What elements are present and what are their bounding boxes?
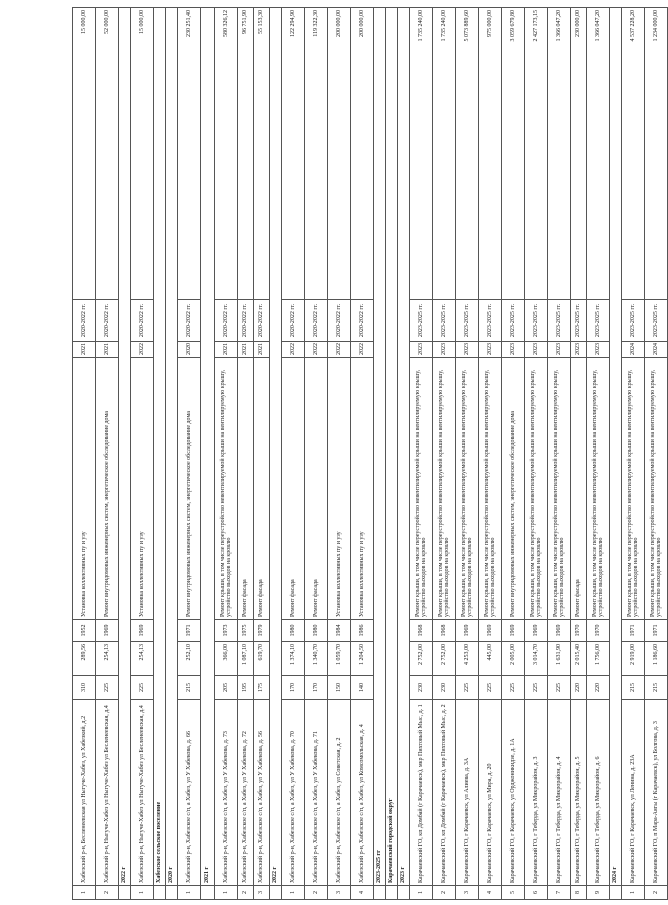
row-number: 1: [282, 886, 305, 900]
section-header: 2022 г: [119, 8, 131, 886]
work-type-cell: Установка коллективных пу и узу: [328, 358, 351, 620]
build-year-cell: 1971: [645, 620, 668, 642]
repair-year-cell: 2022: [305, 342, 328, 358]
period-cell: 2023-2025 гг.: [502, 300, 525, 342]
build-year-cell: 1975: [238, 620, 254, 642]
address-cell: Хабезский р-н, Хабезское с/п, а Хабез, ул У Хабекова, д. 56: [254, 700, 270, 886]
repair-year-cell: 2021: [215, 342, 238, 358]
table-row: [502, 8, 525, 900]
repair-year-cell: 2023: [587, 342, 610, 358]
row-number: 1: [622, 886, 645, 900]
amount-cell: 3 059 679,80: [502, 8, 525, 300]
area-cell: 4 253,00: [456, 642, 479, 676]
row-number: 1: [410, 886, 433, 900]
repair-year-cell: 2021: [254, 342, 270, 358]
period-cell: 2020-2022 гг.: [238, 300, 254, 342]
period-cell: 2023-2025 гг.: [410, 300, 433, 342]
section-header-blank: [119, 886, 131, 900]
work-type-cell: Ремонт фасада: [254, 358, 270, 620]
repair-program-table: [72, 7, 668, 900]
table-row: [238, 8, 254, 900]
table-row: [351, 8, 374, 900]
section-header: Хабезское сельское поселение: [154, 8, 166, 886]
address-cell: Карачаевский ГО, г Теберда, ул Микрорайон, д. 4: [548, 700, 571, 886]
code-cell: 310: [73, 676, 96, 700]
address-cell: Хабезский р-н, Хабезское с/п, а Хабез, ул У Хабекова, д. 66: [178, 700, 201, 886]
area-cell: 2 005,00: [502, 642, 525, 676]
address-cell: Карачаевский ГО, г Карачаевск, ул Мира, д. 20: [479, 700, 502, 886]
area-cell: 2 752,00: [410, 642, 433, 676]
repair-year-cell: 2023: [548, 342, 571, 358]
work-type-cell: Ремонт внутридомовых инженерных систем, энергетическое обследование дома: [96, 358, 119, 620]
repair-year-cell: 2022: [328, 342, 351, 358]
amount-cell: 230 251,40: [178, 8, 201, 300]
work-type-cell: Ремонт крыши, в том числе переустройство невентилируемой крыши на вентилируемую крышу, устройство выходов на кровлю: [215, 358, 238, 620]
code-cell: 215: [178, 676, 201, 700]
area-cell: 619,70: [254, 642, 270, 676]
row-number: 1: [73, 886, 96, 900]
build-year-cell: 1969: [479, 620, 502, 642]
build-year-cell: 1973: [215, 620, 238, 642]
address-cell: Карачаевский ГО, г Теберда, ул Микрорайон, д. 6: [587, 700, 610, 886]
area-cell: 3 014,70: [525, 642, 548, 676]
work-type-cell: Ремонт фасада: [305, 358, 328, 620]
area-cell: 1 204,50: [351, 642, 374, 676]
code-cell: 170: [305, 676, 328, 700]
build-year-cell: 1970: [571, 620, 587, 642]
table-row: [178, 8, 201, 900]
section-header-blank: [374, 886, 386, 900]
section-header-row: [610, 8, 622, 900]
code-cell: 205: [215, 676, 238, 700]
period-cell: 2020-2022 гг.: [178, 300, 201, 342]
address-cell: Карачаевский ГО, кп Домбай (г Карачаевск), мкр Пихтовый Мыс, д. 2: [433, 700, 456, 886]
area-cell: 1 340,70: [305, 642, 328, 676]
table-row: [282, 8, 305, 900]
section-header-blank: [201, 886, 215, 900]
period-cell: 2023-2025 гг.: [479, 300, 502, 342]
code-cell: 220: [571, 676, 587, 700]
area-cell: 1 374,10: [282, 642, 305, 676]
section-header-row: [374, 8, 386, 900]
repair-year-cell: 2023: [525, 342, 548, 358]
address-cell: Карачаевский ГО, п Мара-Аягы (г Карачаевск), ул Болгова, д. 3: [645, 700, 668, 886]
section-header-blank: [270, 886, 282, 900]
repair-year-cell: 2023: [571, 342, 587, 358]
table-row: [96, 8, 119, 900]
amount-cell: 580 326,12: [215, 8, 238, 300]
build-year-cell: 1980: [305, 620, 328, 642]
row-number: 3: [254, 886, 270, 900]
address-cell: Хабезский р-н, Хабезское с/п, а Хабез, ул У Хабекова, д. 71: [305, 700, 328, 886]
amount-cell: 52 000,00: [96, 8, 119, 300]
build-year-cell: 1984: [328, 620, 351, 642]
row-number: 2: [238, 886, 254, 900]
address-cell: Карачаевский ГО, г Карачаевск, ул Ленина, д. 23А: [622, 700, 645, 886]
table-row: [328, 8, 351, 900]
amount-cell: 200 000,00: [351, 8, 374, 300]
build-year-cell: 1969: [456, 620, 479, 642]
address-cell: Карачаевский ГО, кп Домбай (г Карачаевск), мкр Пихтовый Мыс, д. 1: [410, 700, 433, 886]
build-year-cell: 1969: [96, 620, 119, 642]
address-cell: Хабезский р-н, Хабезское с/п, а Хабез, ул У Хабекова, д. 72: [238, 700, 254, 886]
period-cell: 2020-2022 гг.: [328, 300, 351, 342]
amount-cell: 119 322,30: [305, 8, 328, 300]
section-header: 2021 г: [201, 8, 215, 886]
address-cell: Хабезский р-н, Ныгуче-Хабез ул Ныгуче-Хабез ул Бесленеевская, д.4: [96, 700, 119, 886]
section-header-row: [386, 8, 398, 900]
amount-cell: 200 000,00: [328, 8, 351, 300]
code-cell: 195: [238, 676, 254, 700]
area-cell: 2 015,40: [571, 642, 587, 676]
row-number: 6: [525, 886, 548, 900]
table-row: [456, 8, 479, 900]
work-type-cell: Установка коллективных пу и узу: [351, 358, 374, 620]
area-cell: 252,10: [178, 642, 201, 676]
period-cell: 2023-2025 гг.: [456, 300, 479, 342]
code-cell: 225: [131, 676, 154, 700]
period-cell: 2020-2022 гг.: [351, 300, 374, 342]
row-number: 2: [305, 886, 328, 900]
work-type-cell: Ремонт крыши, в том числе переустройство невентилируемой крыши на вентилируемую крышу, устройство выходов на кровлю: [456, 358, 479, 620]
amount-cell: 15 000,00: [131, 8, 154, 300]
period-cell: 2023-2025 гг.: [622, 300, 645, 342]
amount-cell: 1 366 047,20: [587, 8, 610, 300]
work-type-cell: Установка коллективных пу и узу: [131, 358, 154, 620]
section-header: 2022 г: [270, 8, 282, 886]
table-row: [410, 8, 433, 900]
row-number: 5: [502, 886, 525, 900]
area-cell: 2 919,00: [622, 642, 645, 676]
period-cell: 2023-2025 гг.: [525, 300, 548, 342]
section-header-blank: [398, 886, 410, 900]
period-cell: 2023-2025 гг.: [587, 300, 610, 342]
work-type-cell: Ремонт крыши, в том числе переустройство невентилируемой крыши на вентилируемую крышу, устройство выходов на кровлю: [525, 358, 548, 620]
row-number: 8: [571, 886, 587, 900]
repair-year-cell: 2021: [96, 342, 119, 358]
amount-cell: 1 366 047,20: [548, 8, 571, 300]
code-cell: 230: [433, 676, 456, 700]
address-cell: Хабезский р-н, Хабезское с/п, а Хабез, ул Советская, д. 2: [328, 700, 351, 886]
repair-year-cell: 2023: [456, 342, 479, 358]
code-cell: 225: [96, 676, 119, 700]
amount-cell: 5 073 889,60: [456, 8, 479, 300]
area-cell: 366,00: [215, 642, 238, 676]
work-type-cell: Ремонт внутридомовых инженерных систем, энергетическое обследование дома: [178, 358, 201, 620]
table-row: [525, 8, 548, 900]
section-header-blank: [166, 886, 178, 900]
code-cell: 150: [328, 676, 351, 700]
address-cell: Хабезский р-н, Ныгуче-Хабез ул Ныгуче-Хабез ул Бесленеевская, д.4: [131, 700, 154, 886]
repair-year-cell: 2021: [238, 342, 254, 358]
section-header: 2020 г: [166, 8, 178, 886]
build-year-cell: 1971: [622, 620, 645, 642]
area-cell: 1 087,10: [238, 642, 254, 676]
table-row: [254, 8, 270, 900]
address-cell: Карачаевский ГО, г Карачаевск, ул Орджоникидзе, д. 1А: [502, 700, 525, 886]
code-cell: 225: [525, 676, 548, 700]
row-number: 2: [433, 886, 456, 900]
period-cell: 2020-2022 гг.: [305, 300, 328, 342]
repair-year-cell: 2023: [502, 342, 525, 358]
area-cell: 1 756,00: [587, 642, 610, 676]
address-cell: Хабезский р-н, Хабезское с/п, а Хабез, ул У Хабекова, д. 73: [215, 700, 238, 886]
code-cell: 225: [456, 676, 479, 700]
area-cell: 254,13: [96, 642, 119, 676]
section-header-blank: [610, 886, 622, 900]
section-header: 2023-2025 гг: [374, 8, 386, 886]
repair-year-cell: 2023: [479, 342, 502, 358]
row-number: 2: [96, 886, 119, 900]
amount-cell: 1 735 240,00: [433, 8, 456, 300]
period-cell: 2020-2022 гг.: [282, 300, 305, 342]
area-cell: 289,56: [73, 642, 96, 676]
table-body: [73, 8, 668, 900]
build-year-cell: 1968: [410, 620, 433, 642]
work-type-cell: Ремонт крыши, в том числе переустройство невентилируемой крыши на вентилируемую крышу, устройство выходов на кровлю: [433, 358, 456, 620]
amount-cell: 4 537 228,20: [622, 8, 645, 300]
amount-cell: 15 000,00: [73, 8, 96, 300]
row-number: 1: [178, 886, 201, 900]
code-cell: 225: [502, 676, 525, 700]
section-header-row: [201, 8, 215, 900]
period-cell: 2020-2022 гг.: [73, 300, 96, 342]
row-number: 1: [215, 886, 238, 900]
amount-cell: 230 000,00: [571, 8, 587, 300]
amount-cell: 55 153,30: [254, 8, 270, 300]
build-year-cell: 1968: [433, 620, 456, 642]
work-type-cell: Ремонт фасада: [571, 358, 587, 620]
work-type-cell: Ремонт фасада: [282, 358, 305, 620]
amount-cell: 1 735 240,00: [410, 8, 433, 300]
address-cell: Карачаевский ГО, г Теберда, ул Микрорайон, д. 3: [525, 700, 548, 886]
amount-cell: 122 294,90: [282, 8, 305, 300]
section-header-blank: [154, 886, 166, 900]
area-cell: 1 631,90: [548, 642, 571, 676]
section-header: Карачаевский городской округ: [386, 8, 398, 886]
table-row: [433, 8, 456, 900]
section-header-row: [398, 8, 410, 900]
work-type-cell: Ремонт внутридомовых инженерных систем, энергетическое обследование дома: [502, 358, 525, 620]
code-cell: 215: [622, 676, 645, 700]
row-number: 3: [456, 886, 479, 900]
build-year-cell: 1970: [587, 620, 610, 642]
work-type-cell: Установка коллективных пу и узу: [73, 358, 96, 620]
amount-cell: 975 000,00: [479, 8, 502, 300]
table-row: [571, 8, 587, 900]
repair-year-cell: 2023: [410, 342, 433, 358]
period-cell: 2020-2022 гг.: [131, 300, 154, 342]
table-row: [305, 8, 328, 900]
table-row: [131, 8, 154, 900]
section-header-row: [119, 8, 131, 900]
code-cell: 225: [548, 676, 571, 700]
row-number: 2: [645, 886, 668, 900]
address-cell: Хабезский р-н, Хабезское с/п, а Хабез, ул Комсомольская, д. 4: [351, 700, 374, 886]
address-cell: Хабезский р-н, Хабезское с/п, а Хабез, ул У Хабекова, д. 70: [282, 700, 305, 886]
table-row: [479, 8, 502, 900]
build-year-cell: 1986: [351, 620, 374, 642]
repair-year-cell: 2024: [622, 342, 645, 358]
work-type-cell: Ремонт крыши, в том числе переустройство невентилируемой крыши на вентилируемую крышу, устройство выходов на кровлю: [645, 358, 668, 620]
area-cell: 445,00: [479, 642, 502, 676]
area-cell: 254,13: [131, 642, 154, 676]
section-header-row: [166, 8, 178, 900]
row-number: 4: [351, 886, 374, 900]
period-cell: 2023-2025 гг.: [433, 300, 456, 342]
build-year-cell: 1952: [73, 620, 96, 642]
code-cell: 230: [410, 676, 433, 700]
section-header: 2024 г: [610, 8, 622, 886]
row-number: 1: [131, 886, 154, 900]
row-number: 4: [479, 886, 502, 900]
build-year-cell: 1980: [282, 620, 305, 642]
address-cell: Карачаевский ГО, г Карачаевск, ул Алиева, д. 3А: [456, 700, 479, 886]
period-cell: 2020-2022 гг.: [96, 300, 119, 342]
table-row: [215, 8, 238, 900]
period-cell: 2020-2022 гг.: [215, 300, 238, 342]
work-type-cell: Ремонт крыши, в том числе переустройство невентилируемой крыши на вентилируемую крышу, устройство выходов на кровлю: [587, 358, 610, 620]
table-row: [645, 8, 668, 900]
section-header-blank: [386, 886, 398, 900]
row-number: 7: [548, 886, 571, 900]
area-cell: 2 752,00: [433, 642, 456, 676]
code-cell: 215: [645, 676, 668, 700]
build-year-cell: 1969: [525, 620, 548, 642]
table-row: [622, 8, 645, 900]
code-cell: 175: [254, 676, 270, 700]
work-type-cell: Ремонт крыши, в том числе переустройство невентилируемой крыши на вентилируемую крышу, устройство выходов на кровлю: [622, 358, 645, 620]
table-row: [73, 8, 96, 900]
address-cell: Хабезский р-н, Бесленеевская ул Ныгуче-Хабез, ул Хабезкий, д.2: [73, 700, 96, 886]
table-row: [548, 8, 571, 900]
repair-year-cell: 2021: [73, 342, 96, 358]
section-header: 2023 г: [398, 8, 410, 886]
repair-year-cell: 2024: [645, 342, 668, 358]
code-cell: 140: [351, 676, 374, 700]
amount-cell: 96 751,90: [238, 8, 254, 300]
code-cell: 220: [587, 676, 610, 700]
amount-cell: 2 427 173,15: [525, 8, 548, 300]
section-header-row: [154, 8, 166, 900]
work-type-cell: Ремонт фасада: [238, 358, 254, 620]
address-cell: Карачаевский ГО, г Теберда, ул Микрорайон, д. 5: [571, 700, 587, 886]
code-cell: 225: [479, 676, 502, 700]
repair-year-cell: 2023: [433, 342, 456, 358]
period-cell: 2020-2022 гг.: [254, 300, 270, 342]
build-year-cell: 1969: [502, 620, 525, 642]
repair-year-cell: 2022: [351, 342, 374, 358]
period-cell: 2023-2025 гг.: [571, 300, 587, 342]
section-header-row: [270, 8, 282, 900]
table-row: [587, 8, 610, 900]
amount-cell: 1 234 000,00: [645, 8, 668, 300]
work-type-cell: Ремонт крыши, в том числе переустройство невентилируемой крыши на вентилируемую крышу, устройство выходов на кровлю: [410, 358, 433, 620]
rotated-table-wrapper: [72, 8, 662, 900]
build-year-cell: 1969: [548, 620, 571, 642]
repair-year-cell: 2022: [131, 342, 154, 358]
row-number: 3: [328, 886, 351, 900]
build-year-cell: 1979: [254, 620, 270, 642]
work-type-cell: Ремонт крыши, в том числе переустройство невентилируемой крыши на вентилируемую крышу, устройство выходов на кровлю: [479, 358, 502, 620]
work-type-cell: Ремонт крыши, в том числе переустройство невентилируемой крыши на вентилируемую крышу, устройство выходов на кровлю: [548, 358, 571, 620]
repair-year-cell: 2022: [282, 342, 305, 358]
code-cell: 170: [282, 676, 305, 700]
build-year-cell: 1969: [131, 620, 154, 642]
repair-year-cell: 2020: [178, 342, 201, 358]
period-cell: 2023-2025 гг.: [548, 300, 571, 342]
area-cell: 1 186,60: [645, 642, 668, 676]
build-year-cell: 1971: [178, 620, 201, 642]
area-cell: 1 059,70: [328, 642, 351, 676]
row-number: 9: [587, 886, 610, 900]
period-cell: 2023-2025 гг.: [645, 300, 668, 342]
